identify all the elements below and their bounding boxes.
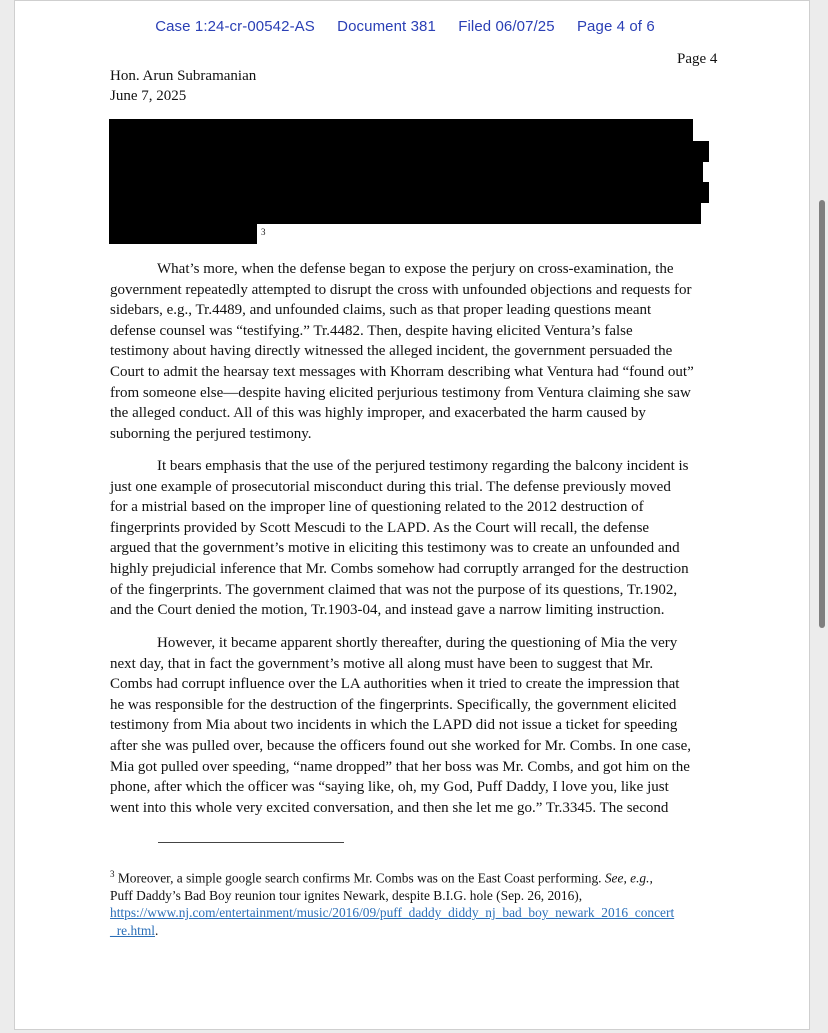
document-page [14, 0, 810, 1030]
text-line: from someone else—despite having elicited perjurious testimony from Ventura claiming she saw [110, 384, 691, 401]
text-line: after she was pulled over, because the officers found out she worked for Mr. Combs. In one case, [110, 737, 692, 754]
text-line: It bears emphasis that the use of the perjured testimony regarding the balcony incident is [157, 458, 689, 474]
text-line: Court to admit the hearsay text messages with Khorram describing what Ventura had “found out” [110, 363, 694, 380]
page-of-total: Page 4 of 6 [576, 18, 655, 35]
text-line: phone, after which the officer was “saying like, oh, my God, Puff Daddy, I love you, like just [110, 779, 669, 796]
letter-date: June 7, 2025 [110, 88, 187, 104]
redaction-bar [109, 203, 701, 224]
ecf-header-stamp [15, 18, 795, 35]
text-line: fingerprints provided by Scott Mescudi to the LAPD. As the Court will recall, the defense [110, 519, 650, 536]
footnote-separator [158, 842, 344, 843]
text-line: Combs had corrupt influence over the LA authorities when it tried to create the impression that [110, 676, 680, 693]
footnote-line: Puff Daddy’s Bad Boy reunion tour ignites Newark, despite B.I.G. hole (Sep. 26, 2016), [110, 887, 583, 903]
footnote-reference: 3 [261, 227, 266, 237]
redaction-bar [109, 162, 703, 182]
redaction-bar [109, 182, 709, 203]
page-label: Page 4 [677, 51, 718, 67]
text-line: testimony about having directly witnessed the alleged incident, the government persuaded the [110, 343, 673, 360]
footnote-number: 3 [110, 869, 115, 879]
footnote-text: Moreover, a simple google search confirms Mr. Combs was on the East Coast performing. [114, 870, 605, 886]
text-line: the alleged conduct. All of this was highly improper, and exacerbated the harm caused by [110, 405, 646, 422]
text-line: for a mistrial based on the improper line of questioning related to the 2012 destruction of [110, 499, 644, 516]
text-line: government repeatedly attempted to disrupt the cross with unfounded objections and requests for [110, 281, 692, 298]
text-line: went into this whole very excited conversation, and then she let me go.” Tr.3345. The second [110, 799, 669, 816]
text-line: What’s more, when the defense began to expose the perjury on cross-examination, the [157, 261, 674, 277]
footnote [110, 866, 730, 939]
text-line: testimony from Mia about two incidents in which the LAPD did not issue a ticket for speeding [110, 717, 678, 734]
footnote-line [110, 922, 730, 939]
footnote-line [110, 866, 730, 887]
document-number: Document 381 [337, 18, 436, 35]
redaction-bar [109, 141, 709, 162]
filed-date: Filed 06/07/25 [458, 18, 555, 35]
text-line: sidebars, e.g., Tr.4489, and unfounded claims, such as that proper leading questions meant [110, 302, 652, 319]
body-paragraph [110, 259, 720, 444]
body-paragraph [110, 633, 720, 818]
text-line: argued that the government’s motive in eliciting this testimony was to create an unfounded and [110, 540, 680, 557]
text-line: suborning the perjured testimony. [110, 425, 312, 442]
footnote-link[interactable]: https://www.nj.com/entertainment/music/2016/09/puff_daddy_diddy_nj_bad_boy_newark_2016_concert [110, 905, 675, 921]
text-line: he was responsible for the destruction of the fingerprints. Specifically, the government elicited [110, 696, 677, 713]
scrollbar-thumb[interactable] [819, 200, 825, 628]
addressee: Hon. Arun Subramanian [110, 68, 257, 84]
text-line: highly prejudicial inference that Mr. Combs somehow had corruptly arranged for the destruction [110, 560, 689, 577]
text-line: However, it became apparent shortly thereafter, during the questioning of Mia the very [157, 635, 678, 651]
text-line: of the fingerprints. The government claimed that was not the purpose of its questions, Tr.1902, [110, 581, 678, 598]
text-line: Mia got pulled over speeding, “name dropped” that her boss was Mr. Combs, and got him on the [110, 758, 690, 775]
body-paragraph [110, 456, 720, 621]
footnote-period: . [155, 922, 159, 938]
redaction-bar [109, 224, 257, 244]
footnote-signal: See, e.g., [604, 870, 653, 886]
footnote-line [110, 904, 730, 921]
text-line: and the Court denied the motion, Tr.1903-04, and instead gave a narrow limiting instruction. [110, 602, 665, 619]
text-line: just one example of prosecutorial misconduct during this trial. The defense previously moved [110, 478, 671, 495]
text-line: defense counsel was “testifying.” Tr.4482. Then, despite having elicited Ventura’s false [110, 322, 633, 339]
redaction-bar [109, 119, 693, 141]
footnote-link-continued[interactable]: _re.html [110, 922, 155, 938]
case-number: Case 1:24-cr-00542-AS [155, 18, 315, 35]
text-line: next day, that in fact the government’s motive all along must have been to suggest that Mr. [110, 655, 654, 672]
